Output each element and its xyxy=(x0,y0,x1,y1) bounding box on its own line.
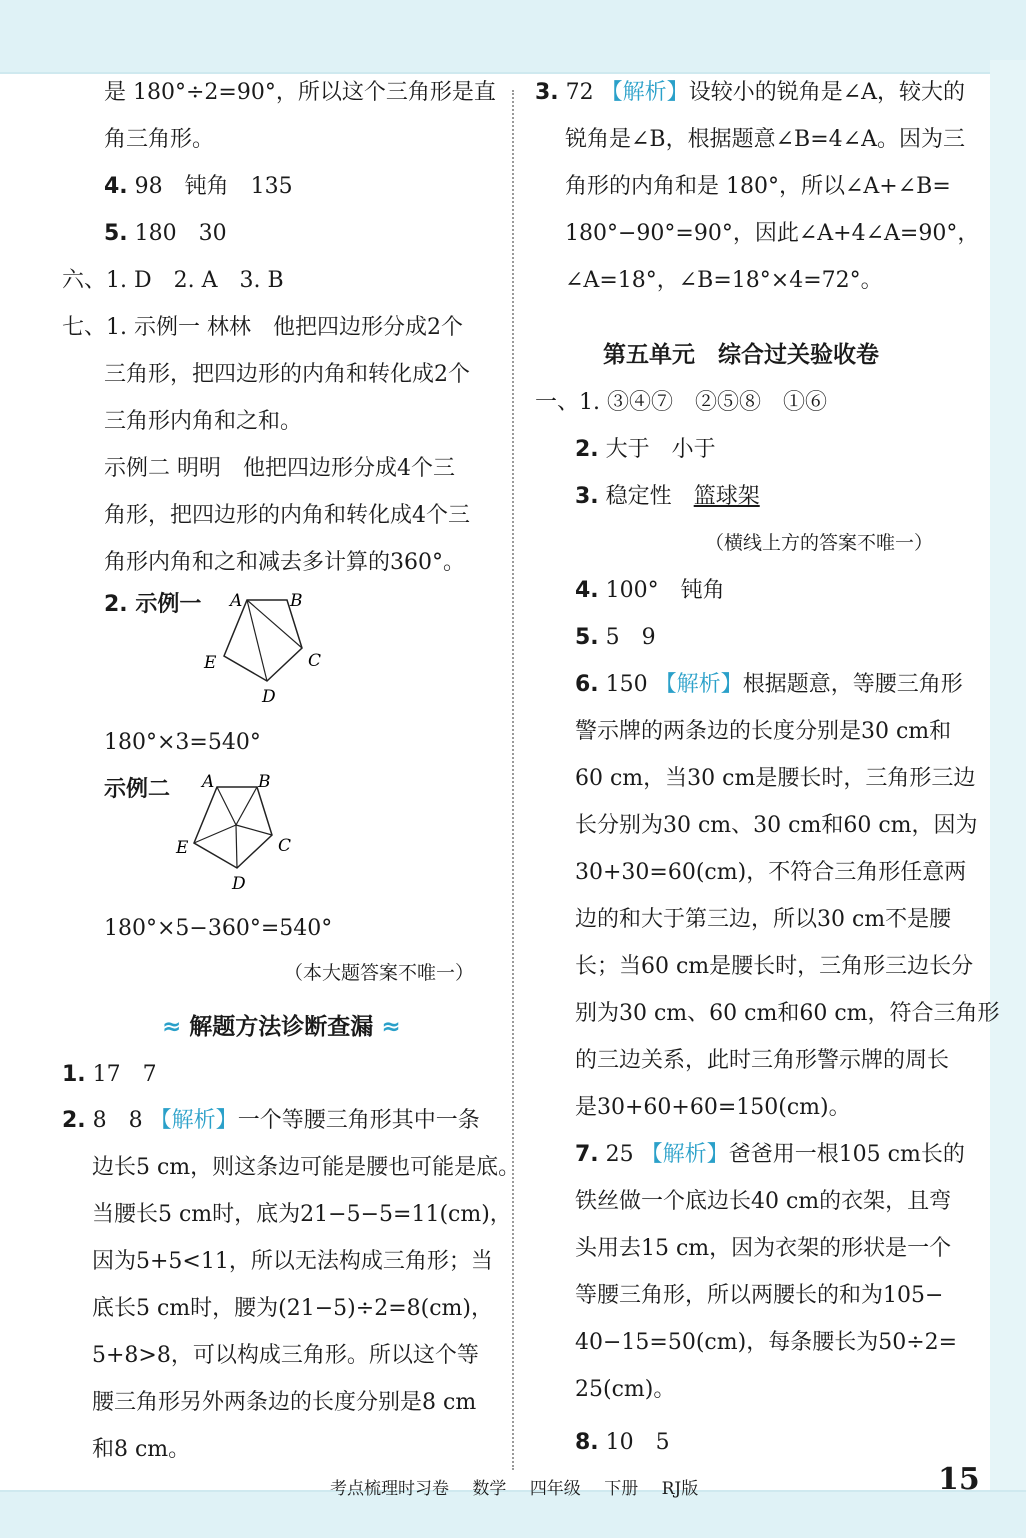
text-line: ∠A=18°，∠B=18°×4=72°。 xyxy=(565,268,883,293)
text-line: 等腰三角形，所以两腰长的和为105− xyxy=(575,1283,944,1308)
unit-answer-1: 一、1. ③④⑦ ②⑤⑧ ①⑥ xyxy=(535,390,827,415)
vertex-label: D xyxy=(262,687,276,706)
vertex-label: C xyxy=(278,836,292,856)
text-line: 和8 cm。 xyxy=(92,1437,191,1462)
unit-answer-2: 2. 大于 小于 xyxy=(575,437,716,462)
right-decor-band xyxy=(990,60,1026,1500)
text-line: 30+30=60(cm)，不符合三角形任意两 xyxy=(575,860,967,885)
example-1-label: 2. 示例一 xyxy=(104,592,202,617)
text-line: 角形，把四边形的内角和转化成4个三 xyxy=(104,503,470,528)
page-footer: 考点梳理时习卷 数学 四年级 下册 RJ版 xyxy=(330,1479,699,1499)
vertex-label: E xyxy=(176,838,189,858)
text-line: 头用去15 cm，因为衣架的形状是一个 xyxy=(575,1236,952,1261)
unit-answer-3: 3. 稳定性 篮球架 xyxy=(575,484,760,509)
text-line: 是 180°÷2=90°，所以这个三角形是直 xyxy=(104,80,496,105)
vertex-label: B xyxy=(290,591,303,611)
text-line: 因为5+5<11，所以无法构成三角形；当 xyxy=(92,1249,493,1274)
column-divider xyxy=(512,90,514,1470)
vertex-label: D xyxy=(232,874,246,893)
answer-5: 5. 180 30 xyxy=(104,221,227,246)
text-line: 腰三角形另外两条边的长度分别是8 cm xyxy=(92,1390,477,1415)
method-2: 2. 8 8 【解析】一个等腰三角形其中一条 xyxy=(62,1108,480,1133)
text-line: 示例二 明明 他把四边形分成4个三 xyxy=(104,456,455,481)
text-line: 当腰长5 cm时，底为21−5−5=11(cm)， xyxy=(92,1202,512,1227)
text-line: 长；当60 cm是腰长时，三角形三边长分 xyxy=(575,954,974,979)
text-line: 边长5 cm，则这条边可能是腰也可能是底。 xyxy=(92,1155,521,1180)
unit-answer-5: 5. 5 9 xyxy=(575,625,656,650)
answer-4: 4. 98 钝角 135 xyxy=(104,174,293,199)
text-line: 底长5 cm时，腰为(21−5)÷2=8(cm)， xyxy=(92,1296,493,1321)
text-line: 别为30 cm、60 cm和60 cm，符合三角形 xyxy=(575,1001,1000,1026)
text-line: 5+8>8，可以构成三角形。所以这个等 xyxy=(92,1343,479,1368)
section-6: 六、1. D 2. A 3. B xyxy=(62,268,284,293)
wave-icon: ≈ xyxy=(381,1014,401,1040)
answer-3: 3. 72 【解析】设较小的锐角是∠A，较大的 xyxy=(535,80,966,105)
text-line: 是30+60+60=150(cm)。 xyxy=(575,1095,851,1120)
calculation-2: 180°×5−360°=540° xyxy=(104,916,333,941)
top-decor-band xyxy=(0,0,1026,74)
wave-icon: ≈ xyxy=(162,1014,182,1040)
unit-answer-8: 8. 10 5 xyxy=(575,1430,670,1455)
vertex-label: C xyxy=(308,651,322,671)
text-line: 角形的内角和是 180°，所以∠A+∠B= xyxy=(565,174,951,199)
section-heading: ≈ 解题方法诊断查漏 ≈ xyxy=(162,1014,401,1040)
text-line: 的三边关系，此时三角形警示牌的周长 xyxy=(575,1048,950,1073)
text-line: 60 cm，当30 cm是腰长时，三角形三边 xyxy=(575,766,976,791)
method-1: 1. 17 7 xyxy=(62,1062,157,1087)
unit-heading: 第五单元 综合过关验收卷 xyxy=(603,342,879,368)
page-number: 15 xyxy=(938,1462,980,1497)
unit-answer-4: 4. 100° 钝角 xyxy=(575,578,725,603)
text-line: 警示牌的两条边的长度分别是30 cm和 xyxy=(575,719,952,744)
text-line: 铁丝做一个底边长40 cm的衣架，且弯 xyxy=(575,1189,952,1214)
text-line: 角形内角和之和减去多计算的360°。 xyxy=(104,550,465,575)
text-line: 180°−90°=90°，因此∠A+4∠A=90°， xyxy=(565,221,980,246)
note: （横线上方的答案不唯一） xyxy=(705,532,934,554)
text-line: 锐角是∠B，根据题意∠B=4∠A。因为三 xyxy=(565,127,965,152)
vertex-label: E xyxy=(204,653,217,673)
text-line: 三角形，把四边形的内角和转化成2个 xyxy=(104,362,470,387)
pentagon-diagram-1 xyxy=(202,586,342,706)
unit-answer-6: 6. 150 【解析】根据题意，等腰三角形 xyxy=(575,672,963,697)
pentagon-diagram-2 xyxy=(172,773,312,893)
vertex-label: A xyxy=(230,591,243,611)
calculation-1: 180°×3=540° xyxy=(104,730,261,755)
vertex-label: B xyxy=(258,773,271,792)
note: （本大题答案不唯一） xyxy=(284,962,475,984)
example-2-label: 示例二 xyxy=(104,777,171,802)
unit-answer-7: 7. 25 【解析】爸爸用一根105 cm长的 xyxy=(575,1142,965,1167)
text-line: 40−15=50(cm)，每条腰长为50÷2= xyxy=(575,1330,958,1355)
text-line: 25(cm)。 xyxy=(575,1377,676,1402)
text-line: 角三角形。 xyxy=(104,127,215,152)
text-line: 边的和大于第三边，所以30 cm不是腰 xyxy=(575,907,952,932)
vertex-label: A xyxy=(202,773,215,792)
text-line: 三角形内角和之和。 xyxy=(104,409,303,434)
section-7: 七、1. 示例一 林林 他把四边形分成2个 xyxy=(62,315,463,340)
text-line: 长分别为30 cm、30 cm和60 cm，因为 xyxy=(575,813,978,838)
